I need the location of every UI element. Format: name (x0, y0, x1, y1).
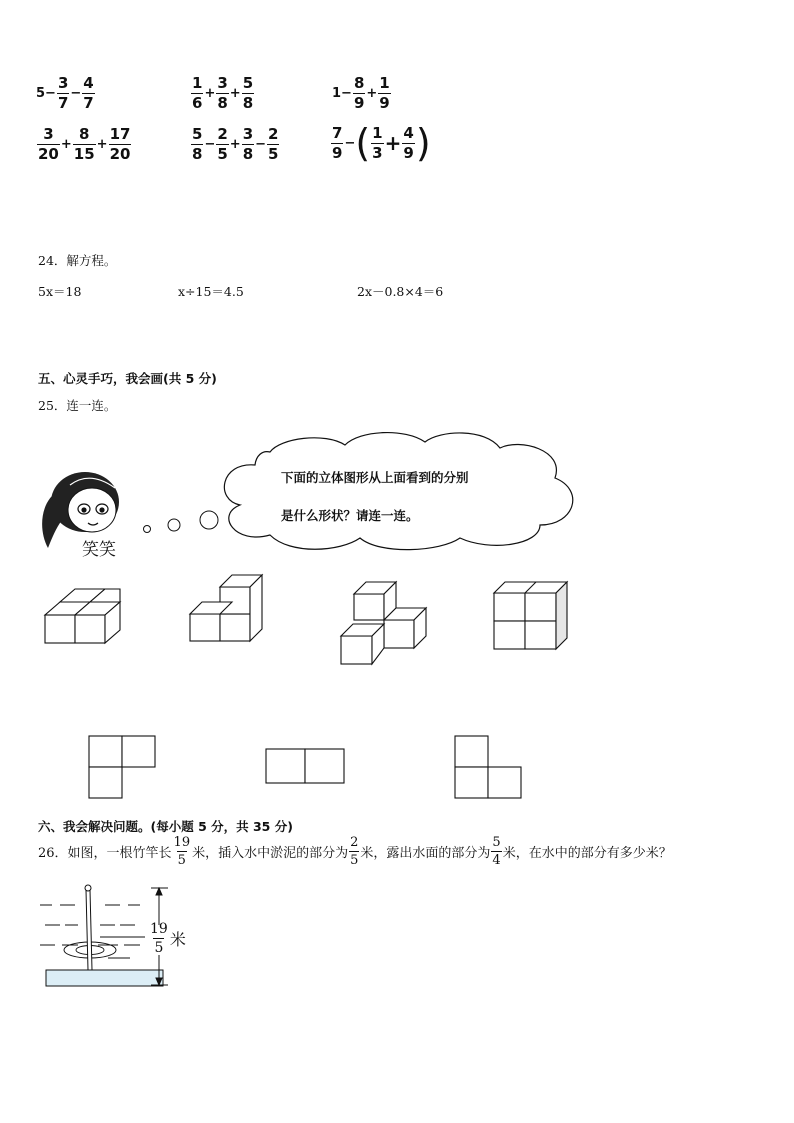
fraction: $\frac{19}{5}$ (150, 921, 168, 956)
calc-lead: 1 (332, 86, 342, 101)
solid-figure-1 (45, 589, 120, 643)
thought-dot (168, 519, 180, 531)
q24-title: 24．解方程。 (38, 253, 117, 268)
fraction: $\frac{5}{4}$ (492, 835, 501, 868)
section5-title: 五、心灵手巧，我会画(共 5 分) (38, 371, 217, 386)
paren-close: ) (415, 121, 431, 165)
solid-figure-4 (494, 582, 567, 649)
fraction: $\frac{17}{20}$ (109, 125, 131, 163)
q24-equation-3: 2x－0.8×4＝6 (357, 284, 444, 299)
q25-title: 25．连一连。 (38, 398, 117, 413)
fraction: $\frac{3}{8}$ (217, 74, 228, 112)
thought-dot (200, 511, 218, 529)
solid-figures (45, 575, 567, 664)
fraction: $\frac{7}{9}$ (332, 123, 343, 162)
calc-expr-3: 1 − $\frac{8}{9}$ + $\frac{1}{9}$ (332, 74, 390, 112)
fraction: $\frac{2}{5}$ (350, 835, 359, 868)
calc-expr-4: $\frac{3}{20}$ + $\frac{8}{15}$ + $\frac{17}{20}$ (38, 125, 131, 163)
paren-open: ( (355, 121, 371, 165)
top-views (89, 736, 521, 798)
fraction: $\frac{8}{15}$ (73, 125, 95, 163)
bubble-text-line-2: 是什么形状？请连一连。 (281, 508, 419, 523)
fraction: $\frac{19}{5}$ (173, 835, 191, 868)
fraction: $\frac{1}{3}$ (372, 123, 383, 162)
figure-length-label: $\frac{19}{5}$ 米 (150, 921, 186, 956)
top-view-3 (455, 736, 521, 798)
fraction: $\frac{3}{20}$ (38, 125, 59, 163)
fraction: $\frac{8}{9}$ (353, 74, 365, 112)
fraction: $\frac{5}{8}$ (192, 125, 203, 163)
bubble-text-line-1: 下面的立体图形从上面看到的分别 (281, 470, 469, 485)
solid-figure-3 (341, 582, 426, 664)
q26-question: 26．如图，一根竹竿长 $\frac{19}{5}$ 米，插入水中淤泥的部分为 $\frac{2}{5}$ 米，露出水面的部分为 $\frac{5}{4}$ 米，在水中的部分有多少米？ (38, 835, 672, 868)
fraction: $\frac{2}{5}$ (217, 125, 228, 163)
top-view-1 (89, 736, 155, 798)
speech-cloud (224, 433, 572, 550)
fraction: $\frac{2}{5}$ (268, 125, 279, 163)
thought-dot (144, 526, 151, 533)
q24-equation-2: x÷15＝4.5 (178, 284, 244, 299)
fraction: $\frac{4}{7}$ (83, 74, 94, 112)
calc-expr-6: $\frac{7}{9}$ − ( $\frac{1}{3}$ + $\frac{4}{9}$ ) (332, 121, 431, 165)
solid-figure-2 (190, 575, 262, 641)
calc-expr-5: $\frac{5}{8}$ − $\frac{2}{5}$ + $\frac{3}{8}$ − $\frac{2}{5}$ (192, 125, 279, 163)
fraction: $\frac{5}{8}$ (242, 74, 254, 112)
fraction: $\frac{1}{6}$ (192, 74, 203, 112)
fraction: $\frac{4}{9}$ (403, 123, 414, 162)
fraction: $\frac{3}{7}$ (57, 74, 69, 112)
calc-expr-2: $\frac{1}{6}$ + $\frac{3}{8}$ + $\frac{5}{8}$ (192, 74, 254, 112)
top-view-2 (266, 749, 344, 783)
character-label: 笑笑 (82, 540, 116, 560)
calc-expr-1: 5 − $\frac{3}{7}$ − $\frac{4}{7}$ (36, 74, 94, 112)
section6-title: 六、我会解决问题。(每小题 5 分，共 35 分) (38, 819, 293, 834)
fraction: $\frac{1}{9}$ (379, 74, 390, 112)
water-area (46, 970, 163, 986)
calc-lead: 5 (36, 86, 46, 101)
q24-equation-1: 5x＝18 (38, 284, 82, 299)
fraction: $\frac{3}{8}$ (242, 125, 254, 163)
